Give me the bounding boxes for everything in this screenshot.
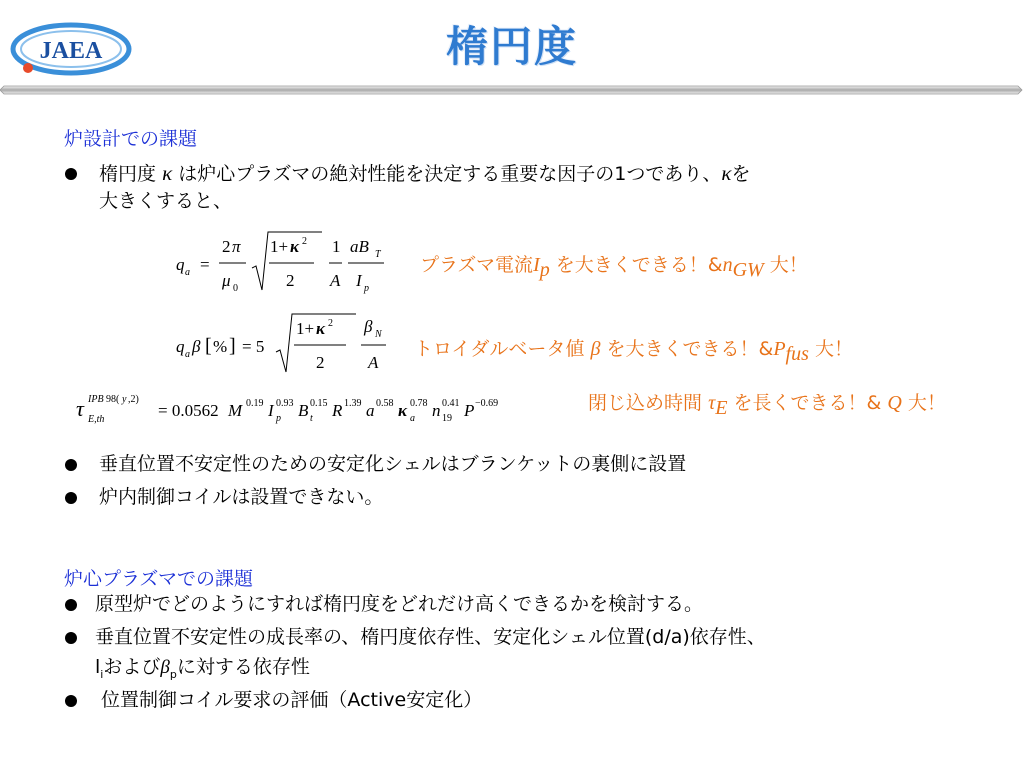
svg-text:0.15: 0.15 [310, 398, 328, 409]
section2-bullet3: 位置制御コイル要求の評価（Active安定化） [101, 689, 483, 711]
equation-beta-limit [172, 306, 402, 378]
svg-text:q: q [176, 337, 185, 356]
header-divider [0, 84, 1024, 96]
section2-bullet1: 原型炉でどのようにすれば楕円度をどれだけ高くできるかを検討する。 [95, 593, 704, 615]
svg-text:a: a [366, 401, 375, 420]
svg-text:a: a [410, 413, 415, 424]
bullet-marker [65, 492, 77, 504]
svg-text:0: 0 [233, 283, 238, 294]
svg-text:E,th: E,th [88, 414, 105, 425]
svg-text:1+: 1+ [270, 237, 289, 256]
svg-text:IPB: IPB [88, 394, 104, 405]
svg-text:κ: κ [398, 401, 408, 420]
logo-text: JAEA [39, 38, 103, 64]
svg-text:0.93: 0.93 [276, 398, 294, 409]
svg-text:2: 2 [316, 353, 325, 372]
svg-text:n: n [432, 401, 441, 420]
svg-text:κ: κ [316, 319, 326, 338]
section2-heading: 炉心プラズマでの課題 [64, 568, 254, 590]
svg-text:A: A [368, 353, 379, 372]
bullet-shell-position: 垂直位置不安定性のための安定化シェルはブランケットの裏側に設置 [99, 453, 687, 475]
svg-text:R: R [332, 401, 343, 420]
svg-text:κ: κ [290, 237, 300, 256]
svg-text:I: I [356, 271, 362, 290]
bullet1-line1: 楕円度 κ は炉心プラズマの絶対性能を決定する重要な因子の1つであり、κを [99, 161, 751, 185]
section2-bullet2-line2: $l_i$および$\beta_p$に対する依存性 [95, 656, 310, 681]
bullet-marker [65, 632, 77, 644]
svg-text:= 5: = 5 [242, 337, 265, 356]
svg-text:A: A [330, 271, 341, 290]
equation2-note: トロイダルベータ値 β を大きくできる！$\&P_{fus}$ 大！ [414, 338, 853, 365]
svg-text:a: a [185, 349, 190, 360]
svg-text:q: q [176, 255, 185, 274]
svg-text:τ: τ [76, 396, 84, 421]
svg-text:−0.69: −0.69 [475, 398, 499, 409]
svg-text:μ: μ [222, 271, 231, 290]
svg-text:2: 2 [302, 236, 307, 247]
bullet-marker [65, 459, 77, 471]
svg-text:19: 19 [442, 413, 452, 424]
svg-text:1: 1 [332, 237, 341, 256]
bullet-marker [65, 695, 77, 707]
page-title: 楕円度 [445, 22, 578, 71]
svg-text:%: % [213, 337, 228, 356]
svg-text:T: T [375, 249, 381, 260]
svg-text:=: = [200, 255, 210, 274]
bullet-control-coil: 炉内制御コイルは設置できない。 [99, 486, 384, 508]
svg-text:98(: 98( [106, 394, 120, 405]
equation-confinement-scaling [74, 388, 594, 432]
svg-text:,2): ,2) [128, 394, 139, 405]
svg-text:β: β [364, 317, 373, 336]
svg-text:2: 2 [286, 271, 295, 290]
bullet-marker [65, 168, 77, 180]
svg-text:2: 2 [222, 237, 231, 256]
svg-text:M: M [228, 401, 243, 420]
svg-text:aB: aB [350, 237, 369, 256]
svg-text:0.41: 0.41 [442, 398, 460, 409]
svg-text:P: P [464, 401, 475, 420]
svg-text:I: I [268, 401, 274, 420]
svg-text:1+: 1+ [296, 319, 315, 338]
bullet1-line2: 大きくすると、 [99, 190, 233, 212]
svg-text:1.39: 1.39 [344, 398, 362, 409]
svg-text:a: a [185, 267, 190, 278]
equation3-note: 閉じ込め時間 $\tau_E$ を長くできる！& Q 大！ [588, 392, 946, 419]
svg-text:p: p [364, 283, 369, 294]
bullet-marker [65, 599, 77, 611]
section2-bullet2-line1: 垂直位置不安定性の成長率の、楕円度依存性、安定化シェル位置(d/a)依存性、 [95, 626, 766, 648]
equation1-note: プラズマ電流$I_p$ を大きくできる！$\&n_{GW}$ 大！ [420, 254, 808, 281]
svg-text:B: B [298, 401, 309, 420]
svg-text:0.78: 0.78 [410, 398, 428, 409]
svg-text:π: π [232, 237, 241, 256]
svg-text:0.58: 0.58 [376, 398, 394, 409]
svg-text:N: N [375, 329, 382, 340]
section1-heading: 炉設計での課題 [64, 128, 198, 150]
svg-text:β: β [192, 337, 201, 356]
svg-text:]: ] [229, 335, 236, 357]
svg-text:p: p [276, 413, 281, 424]
svg-text:t: t [310, 413, 313, 424]
svg-text:2: 2 [328, 318, 333, 329]
svg-text:0.19: 0.19 [246, 398, 264, 409]
svg-text:y: y [122, 394, 127, 405]
svg-text:= 0.0562: = 0.0562 [158, 401, 219, 420]
svg-text:[: [ [205, 335, 212, 357]
equation-safety-factor [172, 226, 392, 298]
